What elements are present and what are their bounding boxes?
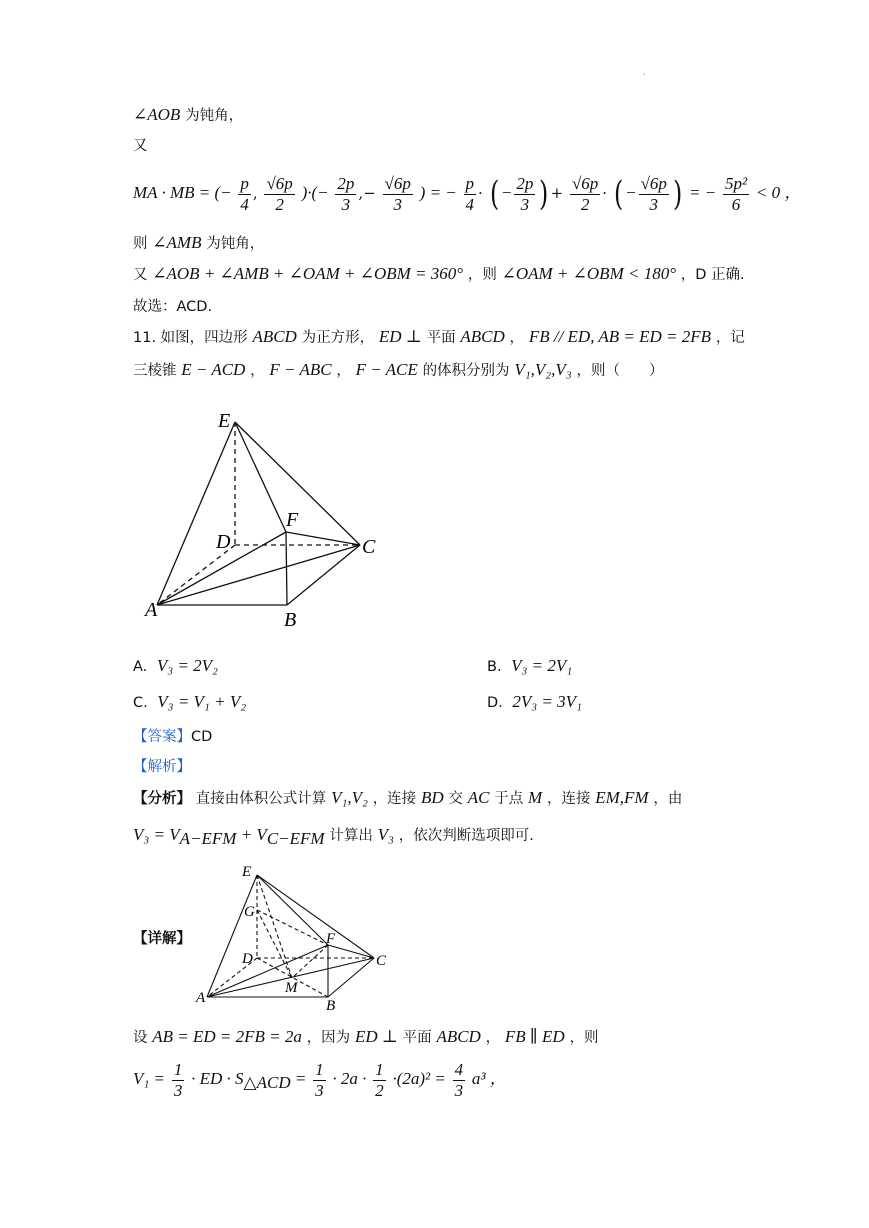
math: V₁,V₂,V₃ bbox=[514, 360, 572, 379]
fenxi-tag: 【分析】 bbox=[133, 791, 191, 807]
label-b: B bbox=[284, 609, 297, 631]
text: ，依次判断选项即可. bbox=[398, 828, 534, 844]
math: EM,FM bbox=[595, 788, 649, 807]
frac: $\frac{√6p}{3}$ bbox=[384, 173, 411, 214]
subscript: C−EFM bbox=[266, 829, 325, 848]
label-d: D bbox=[216, 531, 231, 553]
detail-tag: 【详解】 bbox=[133, 931, 191, 947]
text: ，记 bbox=[715, 330, 745, 346]
math: F − ABC bbox=[269, 360, 332, 379]
text: 故选：ACD. bbox=[133, 299, 213, 315]
eq-mid: )·(− bbox=[301, 183, 329, 202]
text: 计算出 bbox=[329, 828, 373, 844]
detail-line bbox=[133, 926, 191, 951]
text: 为正方形， bbox=[301, 330, 375, 346]
text: 平面 bbox=[402, 1030, 432, 1046]
analysis-line bbox=[133, 754, 191, 779]
math: E − ACD bbox=[181, 360, 246, 379]
subscript: A−EFM bbox=[179, 829, 237, 848]
math: FB // ED, AB = ED = 2FB bbox=[528, 327, 712, 346]
set-line bbox=[133, 1025, 598, 1050]
analysis-tag: 【解析】 bbox=[133, 759, 191, 775]
frac: $\frac{√6p}{2}$ bbox=[266, 173, 293, 214]
math: a³ ， bbox=[471, 1069, 507, 1088]
frac: $\frac{√6p}{3}$ bbox=[640, 173, 667, 214]
frac: $\frac{p}{4}$ bbox=[240, 173, 249, 214]
math: F − ACE bbox=[355, 360, 418, 379]
frac: $\frac{1}{2}$ bbox=[375, 1059, 384, 1100]
math: + V bbox=[236, 825, 267, 844]
math: ED ⊥ bbox=[354, 1027, 398, 1046]
math: M bbox=[528, 788, 543, 807]
equation-ma-mb: MA · MB = (− $\frac{p}{4}$ , $\frac{√6p}{2}$ )·(− $\frac{2p}{3}$ ,− $\frac{√6p}{3}$ ) = − $\frac{p}{4}$ · ( − $\frac{2p}{3}$ ) + $\frac{√6p}{2}$ · ( − $\frac{√6p}{3}$ ) = − $\frac{\text{5p²}}{6}$ < 0 ， bbox=[133, 173, 802, 214]
option-expr: V₃ = V₁ + V₂ bbox=[157, 692, 247, 711]
math: BD bbox=[420, 788, 444, 807]
frac: $\frac{√6p}{2}$ bbox=[571, 173, 599, 214]
answer-value: CD bbox=[191, 729, 213, 745]
label-m: M bbox=[285, 980, 298, 996]
frac: $\frac{\text{5p²}}{6}$ bbox=[724, 173, 748, 214]
fenxi-line-2 bbox=[133, 823, 534, 851]
math-angle-sum: ∠AOB + ∠AMB + ∠OAM + ∠OBM = 360° bbox=[152, 264, 464, 283]
text: ， bbox=[336, 363, 351, 379]
eq-tail: < 0 ， bbox=[755, 183, 802, 202]
geometry-figure-1 bbox=[140, 405, 390, 635]
math: AC bbox=[467, 788, 490, 807]
frac: $\frac{p}{4}$ bbox=[465, 173, 475, 214]
option-expr: V₃ = 2V₁ bbox=[511, 656, 573, 675]
option-a[interactable] bbox=[133, 654, 218, 679]
text: 又 bbox=[133, 267, 148, 283]
text: ，则 bbox=[467, 267, 497, 283]
text: 的体积分别为 bbox=[422, 363, 510, 379]
option-d[interactable] bbox=[487, 690, 582, 715]
label-c: C bbox=[362, 536, 376, 558]
problem-11-line2 bbox=[133, 358, 664, 383]
frac: $\frac{1}{3}$ bbox=[173, 1059, 183, 1100]
math: ·(2a)² = bbox=[392, 1069, 446, 1088]
math: ABCD bbox=[252, 327, 297, 346]
option-expr: 2V₃ = 3V₁ bbox=[512, 692, 582, 711]
option-c[interactable] bbox=[133, 690, 246, 715]
corner-mark: · bbox=[643, 70, 646, 79]
math: AB = ED = 2FB = 2a bbox=[152, 1027, 302, 1046]
label-f: F bbox=[286, 509, 299, 531]
label-a: A bbox=[145, 599, 158, 621]
math-angle-amb: ∠AMB bbox=[152, 233, 202, 252]
subscript: △ACD bbox=[243, 1073, 291, 1092]
label-e: E bbox=[218, 410, 231, 432]
text: 交 bbox=[448, 791, 463, 807]
option-letter: A. bbox=[133, 659, 148, 675]
line-angle-sum bbox=[133, 262, 745, 287]
problem-11-line1 bbox=[133, 325, 745, 350]
text: 直接由体积公式计算 bbox=[195, 791, 327, 807]
math: V₁ = bbox=[133, 1069, 166, 1088]
text: ，连接 bbox=[546, 791, 591, 807]
label-f: F bbox=[326, 931, 336, 947]
eq-mid: ) = − bbox=[419, 183, 457, 202]
frac: $\frac{2p}{3}$ bbox=[337, 173, 355, 214]
math-angle-aob: ∠AOB bbox=[133, 105, 181, 124]
math: V₁,V₂ bbox=[331, 788, 368, 807]
text: ， bbox=[485, 1030, 501, 1046]
label-c: C bbox=[376, 953, 387, 969]
math: ABCD bbox=[436, 1027, 481, 1046]
frac: $\frac{2p}{3}$ bbox=[516, 173, 534, 214]
line-aob-obtuse bbox=[133, 103, 243, 128]
option-expr: V₃ = 2V₂ bbox=[156, 656, 218, 675]
option-letter: D. bbox=[487, 695, 503, 711]
option-b[interactable] bbox=[487, 654, 572, 679]
frac: $\frac{1}{3}$ bbox=[315, 1059, 324, 1100]
option-letter: C. bbox=[133, 695, 148, 711]
text: ，因为 bbox=[306, 1030, 351, 1046]
text: 11. 如图，四边形 bbox=[133, 330, 248, 346]
math-angle-less: ∠OAM + ∠OBM < 180° bbox=[501, 264, 676, 283]
text: ，连接 bbox=[372, 791, 417, 807]
line-you bbox=[133, 133, 148, 158]
text: 为钝角， bbox=[185, 108, 244, 124]
math: ABCD bbox=[460, 327, 505, 346]
text: 则 bbox=[133, 236, 148, 252]
label-e: E bbox=[242, 864, 252, 880]
eq-lhs: MA · MB = (− bbox=[133, 183, 232, 202]
text: ，则 bbox=[569, 1030, 599, 1046]
text: 平面 bbox=[426, 330, 456, 346]
math: · ED · S bbox=[191, 1069, 244, 1088]
math: = bbox=[290, 1069, 307, 1088]
frac: $\frac{4}{3}$ bbox=[454, 1059, 464, 1100]
text: ，则（ ） bbox=[576, 363, 664, 379]
answer-line bbox=[133, 724, 212, 749]
text: ，D 正确. bbox=[680, 267, 745, 283]
text: ， bbox=[250, 363, 265, 379]
label-g: G bbox=[244, 904, 255, 920]
math: · 2a · bbox=[332, 1069, 367, 1088]
text: ， bbox=[509, 330, 525, 346]
line-amb-obtuse bbox=[133, 231, 264, 256]
text: 设 bbox=[133, 1030, 148, 1046]
math: V₃ bbox=[377, 825, 394, 844]
label-b: B bbox=[326, 998, 336, 1014]
text: 三棱锥 bbox=[133, 363, 177, 379]
math: ED ⊥ bbox=[378, 327, 422, 346]
line-answer-choice bbox=[133, 294, 212, 319]
text: 又 bbox=[133, 138, 148, 154]
math: FB ∥ ED bbox=[504, 1027, 565, 1046]
text: ，由 bbox=[653, 791, 683, 807]
math: V₃ = V bbox=[133, 825, 180, 844]
v1-equation bbox=[133, 1057, 507, 1105]
text: 为钝角， bbox=[206, 236, 265, 252]
fenxi-line bbox=[133, 786, 682, 811]
label-d: D bbox=[242, 951, 253, 967]
label-a: A bbox=[196, 990, 206, 1006]
geometry-figure-2 bbox=[190, 860, 400, 1015]
option-letter: B. bbox=[487, 659, 502, 675]
text: 于点 bbox=[494, 791, 524, 807]
answer-tag: 【答案】 bbox=[133, 729, 191, 745]
